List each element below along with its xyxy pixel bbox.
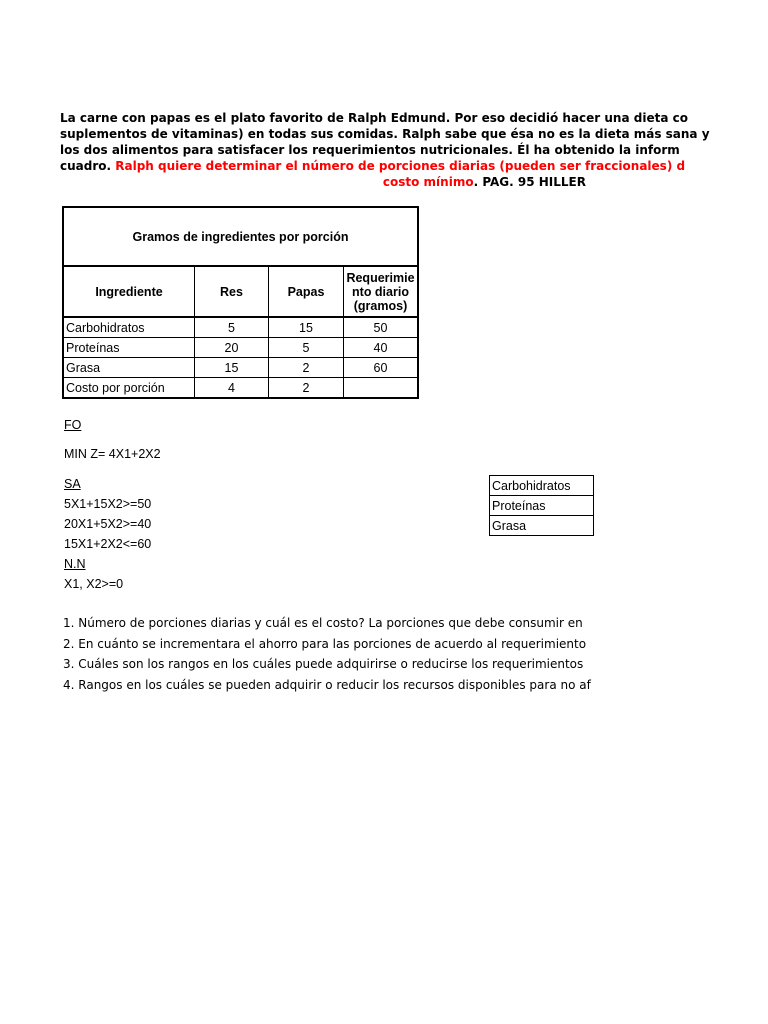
table-row <box>63 358 418 378</box>
list-item: Proteínas <box>490 496 594 516</box>
fo-label: FO <box>64 418 82 432</box>
table-cell: 5 <box>269 338 344 358</box>
intro-paragraph <box>60 110 710 190</box>
intro-line-5-black: . PAG. 95 HILLER <box>473 175 586 189</box>
table-cell: 15 <box>269 317 344 338</box>
nn-label: N.N <box>64 557 86 571</box>
question-4: 4. Rangos en los cuáles se pueden adquirir o reducir los recursos disponibles para no af <box>63 677 591 692</box>
nonnegativity: X1, X2>=0 <box>64 577 124 591</box>
header-requerimiento: Requerimie nto diario (gramos) <box>344 266 419 317</box>
table-cell: 2 <box>269 358 344 378</box>
objective-function: MIN Z= 4X1+2X2 <box>64 447 161 461</box>
intro-line-3: los dos alimentos para satisfacer los requerimientos nutricionales. Él ha obtenido la inform <box>60 143 680 157</box>
intro-line-4-red: Ralph quiere determinar el número de porciones diarias (pueden ser fraccionales) d <box>115 159 686 173</box>
table-cell: 50 <box>344 317 419 338</box>
constraint-2: 20X1+5X2>=40 <box>64 517 152 531</box>
table-cell: 2 <box>269 378 344 399</box>
constraint-3: 15X1+2X2<=60 <box>64 537 152 551</box>
table-cell <box>344 378 419 399</box>
table-header-row <box>63 266 418 317</box>
intro-line-5 <box>60 174 586 190</box>
intro-line-2: suplementos de vitaminas) en todas sus comidas. Ralph sabe que ésa no es la dieta más sana y <box>60 127 710 141</box>
table-row <box>63 317 418 338</box>
question-1: 1. Número de porciones diarias y cuál es el costo? La porciones que debe consumir en <box>63 616 583 630</box>
header-res: Res <box>195 266 269 317</box>
table-cell: Costo por porción <box>63 378 195 399</box>
questions-list <box>63 613 593 695</box>
header-ingrediente: Ingrediente <box>63 266 195 317</box>
table-cell: Carbohidratos <box>63 317 195 338</box>
table-row <box>63 378 418 399</box>
sa-label: SA <box>64 477 81 491</box>
header-papas: Papas <box>269 266 344 317</box>
table-cell: Grasa <box>63 358 195 378</box>
table-cell: 4 <box>195 378 269 399</box>
table-cell: 15 <box>195 358 269 378</box>
table-cell: 40 <box>344 338 419 358</box>
table-row <box>63 338 418 358</box>
ingredients-table <box>62 206 419 399</box>
nutrients-side-list <box>489 475 594 536</box>
intro-line-4 <box>60 158 686 174</box>
list-item: Grasa <box>490 516 594 536</box>
question-2: 2. En cuánto se incrementara el ahorro para las porciones de acuerdo al requerimiento <box>63 636 587 651</box>
intro-line-5-red: costo mínimo <box>382 175 474 189</box>
list-item: Carbohidratos <box>490 476 594 496</box>
table-cell: 20 <box>195 338 269 358</box>
table-cell: Proteínas <box>63 338 195 358</box>
intro-line-4-black: cuadro. <box>60 159 116 173</box>
question-3: 3. Cuáles son los rangos en los cuáles puede adquirirse o reducirse los requerimientos <box>63 657 584 671</box>
table-cell: 5 <box>195 317 269 338</box>
constraint-1: 5X1+15X2>=50 <box>64 497 152 511</box>
table-cell: 60 <box>344 358 419 378</box>
table-title: Gramos de ingredientes por porción <box>63 207 418 266</box>
intro-line-1: La carne con papas es el plato favorito de Ralph Edmund. Por eso decidió hacer una dieta co <box>60 111 688 125</box>
